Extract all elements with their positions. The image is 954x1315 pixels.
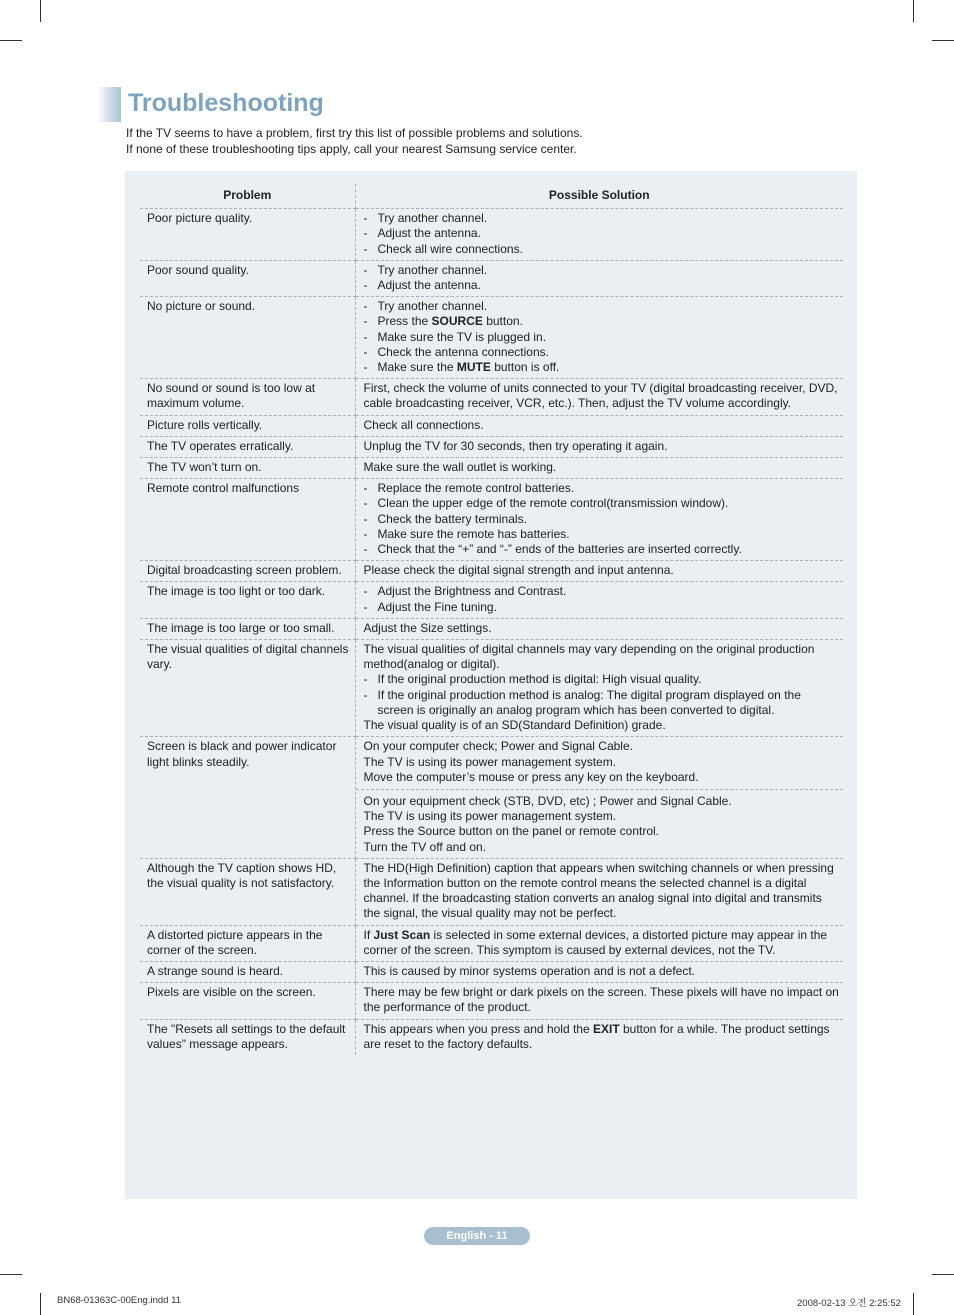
solution-line: - Replace the remote control batteries. xyxy=(364,481,840,496)
crop-mark xyxy=(40,1293,41,1315)
solution-text: button is off. xyxy=(490,360,560,375)
solution-line: - Clean the upper edge of the remote control(transmission window). xyxy=(364,496,840,511)
solution-line: On your equipment check (STB, DVD, etc) ; Power and Signal Cable. xyxy=(363,793,732,808)
solution-line: The HD(High Definition) caption that appears when switching channels or when pressing the Information button on the remote control means the selected channel is a digital channel. If the broadcasting station converts an analog signal into digital and transmits the signal, the visual quality may not be perfect. xyxy=(363,860,834,921)
solution-subsection xyxy=(356,789,844,855)
page-title: Troubleshooting xyxy=(128,89,324,117)
table-row xyxy=(140,561,843,582)
solution-line xyxy=(364,928,840,958)
solution-line: - Adjust the Fine tuning. xyxy=(364,600,840,615)
table-row xyxy=(140,458,843,479)
solution-cell xyxy=(355,458,843,479)
problem-cell: Digital broadcasting screen problem. xyxy=(140,561,355,582)
intro-text xyxy=(126,126,583,157)
solution-text: Press the xyxy=(377,314,432,329)
problem-cell: The image is too light or too dark. xyxy=(140,582,355,618)
solution-text: button. xyxy=(482,314,523,329)
solution-cell xyxy=(355,561,843,582)
solution-line: Check all connections. xyxy=(363,417,484,432)
solution-line: - If the original production method is digital: High visual quality. xyxy=(364,672,840,687)
crop-mark xyxy=(913,1293,914,1315)
column-header-solution: Possible Solution xyxy=(355,184,843,209)
table-row xyxy=(140,1019,843,1055)
solution-line: - Check all wire connections. xyxy=(364,242,840,257)
solution-line: The TV is using its power management system. xyxy=(363,754,617,769)
solution-cell xyxy=(355,858,843,925)
solution-cell xyxy=(355,983,843,1019)
table-header-row xyxy=(140,184,843,209)
solution-cell xyxy=(355,479,843,561)
crop-mark xyxy=(913,0,914,22)
table-row xyxy=(140,209,843,261)
problem-cell: No picture or sound. xyxy=(140,297,355,379)
solution-line xyxy=(364,314,840,329)
table-row xyxy=(140,379,843,415)
solution-line: This is caused by minor systems operation and is not a defect. xyxy=(363,963,695,978)
solution-line: - Try another channel. xyxy=(364,299,840,314)
solution-line: First, check the volume of units connected to your TV (digital broadcasting receiver, DVD, cable broadcasting receiver, VCR, etc.). Then, adjust the TV volume accordingly. xyxy=(363,381,838,411)
troubleshooting-panel xyxy=(125,171,857,1199)
solution-line: Press the Source button on the panel or remote control. xyxy=(363,824,660,839)
crop-mark xyxy=(932,40,954,41)
solution-line: - Try another channel. xyxy=(364,211,840,226)
table-body xyxy=(140,209,843,1055)
solution-line: - Make sure the remote has batteries. xyxy=(364,527,840,542)
problem-cell: The visual qualities of digital channels vary. xyxy=(140,640,355,737)
solution-text: This appears when you press and hold the xyxy=(363,1021,593,1036)
table-row xyxy=(140,737,843,858)
solution-text: If xyxy=(363,927,374,942)
solution-line: - Adjust the antenna. xyxy=(364,278,840,293)
problem-cell: Screen is black and power indicator light blinks steadily. xyxy=(140,737,355,858)
table-row xyxy=(140,618,843,639)
intro-line: If none of these troubleshooting tips apply, call your nearest Samsung service center. xyxy=(126,141,577,156)
solution-line: The TV is using its power management system. xyxy=(363,809,617,824)
solution-cell xyxy=(355,737,843,858)
problem-cell: Although the TV caption shows HD, the visual quality is not satisfactory. xyxy=(140,858,355,925)
solution-keyword: Just Scan xyxy=(373,927,431,942)
solution-cell xyxy=(355,209,843,261)
solution-cell xyxy=(355,379,843,415)
solution-line: - Check that the “+” and “-” ends of the batteries are inserted correctly. xyxy=(364,542,840,557)
solution-cell xyxy=(355,260,843,296)
problem-cell: Picture rolls vertically. xyxy=(140,415,355,436)
solution-cell xyxy=(355,1019,843,1055)
problem-cell: The "Resets all settings to the default values" message appears. xyxy=(140,1019,355,1055)
solution-line: - Check the battery terminals. xyxy=(364,512,840,527)
solution-cell xyxy=(355,925,843,961)
crop-mark xyxy=(0,1274,22,1275)
table-row xyxy=(140,983,843,1019)
solution-line: - If the original production method is analog: The digital program displayed on the screen is originally an analog program which has been converted to digital. xyxy=(364,688,840,718)
solution-line: Unplug the TV for 30 seconds, then try operating it again. xyxy=(363,438,668,453)
footer-timestamp: 2008-02-13 오전 2:25:52 xyxy=(797,1298,901,1309)
solution-line: On your computer check; Power and Signal Cable. xyxy=(363,739,633,754)
table-row xyxy=(140,436,843,457)
table-row xyxy=(140,415,843,436)
page-header xyxy=(97,87,497,122)
solution-cell xyxy=(355,640,843,737)
problem-cell: The image is too large or too small. xyxy=(140,618,355,639)
solution-text: Make sure the xyxy=(377,360,457,375)
solution-keyword: SOURCE xyxy=(431,314,483,329)
table-row xyxy=(140,640,843,737)
table-row xyxy=(140,925,843,961)
solution-line: - Adjust the Brightness and Contrast. xyxy=(364,584,840,599)
crop-mark xyxy=(0,40,22,41)
solution-line: Move the computer’s mouse or press any key on the keyboard. xyxy=(363,769,699,784)
solution-cell xyxy=(355,297,843,379)
solution-line xyxy=(364,360,840,375)
problem-cell: No sound or sound is too low at maximum volume. xyxy=(140,379,355,415)
problem-cell: The TV operates erratically. xyxy=(140,436,355,457)
solution-cell xyxy=(355,582,843,618)
solution-line: Please check the digital signal strength and input antenna. xyxy=(363,563,674,578)
intro-line: If the TV seems to have a problem, first try this list of possible problems and solutions. xyxy=(126,126,583,140)
table-row xyxy=(140,297,843,379)
table-row xyxy=(140,479,843,561)
solution-text: button for a while. The product settings are reset to the factory defaults. xyxy=(363,1021,830,1051)
problem-cell: Poor sound quality. xyxy=(140,260,355,296)
problem-cell: A distorted picture appears in the corner of the screen. xyxy=(140,925,355,961)
solution-cell xyxy=(355,436,843,457)
solution-line: - Check the antenna connections. xyxy=(364,345,840,360)
solution-cell xyxy=(355,618,843,639)
problem-cell: Remote control malfunctions xyxy=(140,479,355,561)
footer-file-name: BN68-01363C-00Eng.indd 11 xyxy=(57,1295,181,1306)
solution-line xyxy=(364,1022,840,1052)
solution-cell xyxy=(355,415,843,436)
problem-cell: The TV won’t turn on. xyxy=(140,458,355,479)
solution-line: - Try another channel. xyxy=(364,263,840,278)
title-accent-bar xyxy=(97,87,121,122)
solution-line: Make sure the wall outlet is working. xyxy=(363,460,557,475)
table-row xyxy=(140,260,843,296)
crop-mark xyxy=(932,1274,954,1275)
column-header-problem: Problem xyxy=(140,184,355,209)
problem-cell: Pixels are visible on the screen. xyxy=(140,983,355,1019)
problem-cell: A strange sound is heard. xyxy=(140,961,355,982)
page-number-badge: English - 11 xyxy=(424,1227,530,1245)
crop-mark xyxy=(40,0,41,22)
solution-line: There may be few bright or dark pixels on the screen. These pixels will have no impact on the performance of the product. xyxy=(363,985,839,1015)
solution-keyword: EXIT xyxy=(592,1021,620,1036)
table-row xyxy=(140,961,843,982)
table-row xyxy=(140,858,843,925)
table-row xyxy=(140,582,843,618)
solution-line: The visual quality is of an SD(Standard Definition) grade. xyxy=(363,718,666,733)
solution-line: - Adjust the antenna. xyxy=(364,226,840,241)
solution-line: The visual qualities of digital channels may vary depending on the original production method(analog or digital). xyxy=(363,642,815,672)
troubleshooting-table xyxy=(140,184,843,1055)
solution-cell xyxy=(355,961,843,982)
solution-text: is selected in some external devices, a distorted picture may appear in the corner of the screen. This symptom is caused by external devices, not the TV. xyxy=(363,927,828,957)
solution-line: Turn the TV off and on. xyxy=(363,839,487,854)
solution-line: Adjust the Size settings. xyxy=(363,620,492,635)
solution-line: - Make sure the TV is plugged in. xyxy=(364,330,840,345)
solution-keyword: MUTE xyxy=(456,360,491,375)
problem-cell: Poor picture quality. xyxy=(140,209,355,261)
